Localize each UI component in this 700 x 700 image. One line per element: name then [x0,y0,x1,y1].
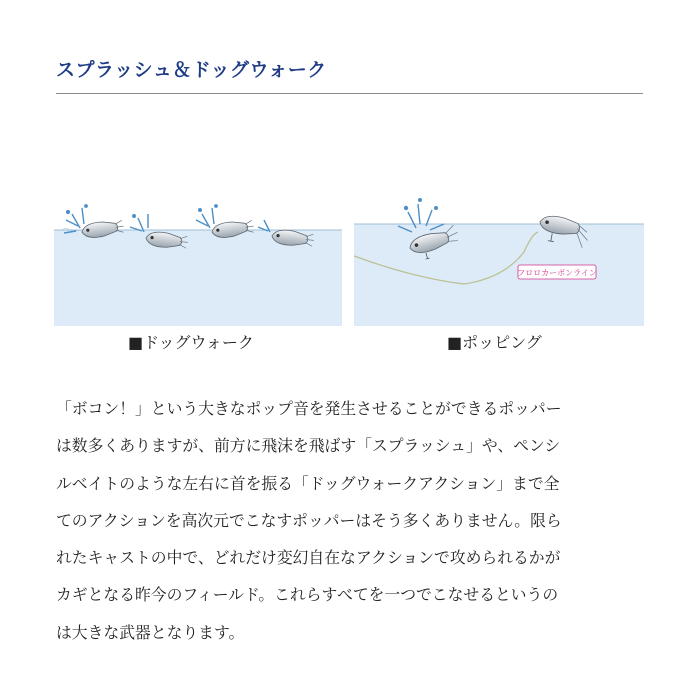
description-line: カギとなる昨今のフィールド。これらすべてを一つでこなせるというの [56,585,559,605]
splash-3 [196,205,217,228]
line-label: フロロカーボンライン [517,268,597,278]
popping-illustration [354,128,644,326]
popping-scene [354,128,644,326]
dog-walk-caption: ■ドッグウォーク [128,333,254,352]
title-divider [56,93,643,94]
description-line: れたキャストの中で、どれだけ変幻自在なアクションで攻められるかが [56,548,561,568]
description-line: は数多くありますが、前方に飛沫を飛ばす「スプラッシュ」や、ペンシ [56,436,561,456]
dog-walk-illustration [54,128,342,326]
description-paragraph [56,390,646,651]
description-line: てのアクションを高次元でこなすポッパーはそう多くありません。限ら [56,510,562,530]
description-line: ルベイトのような左右に首を振る「ドッグウォークアクション」まで全 [56,473,560,493]
popping-caption: ■ポッピング [447,333,542,352]
dog-walk-scene [54,128,342,326]
description-line: は大きな武器となります。 [56,622,245,642]
description-line: 「ボコン！」という大きなポップ音を発生させることができるポッパー [56,399,562,418]
section-title: スプラッシュ＆ドッグウォーク [56,59,327,81]
splash-2 [130,214,148,232]
